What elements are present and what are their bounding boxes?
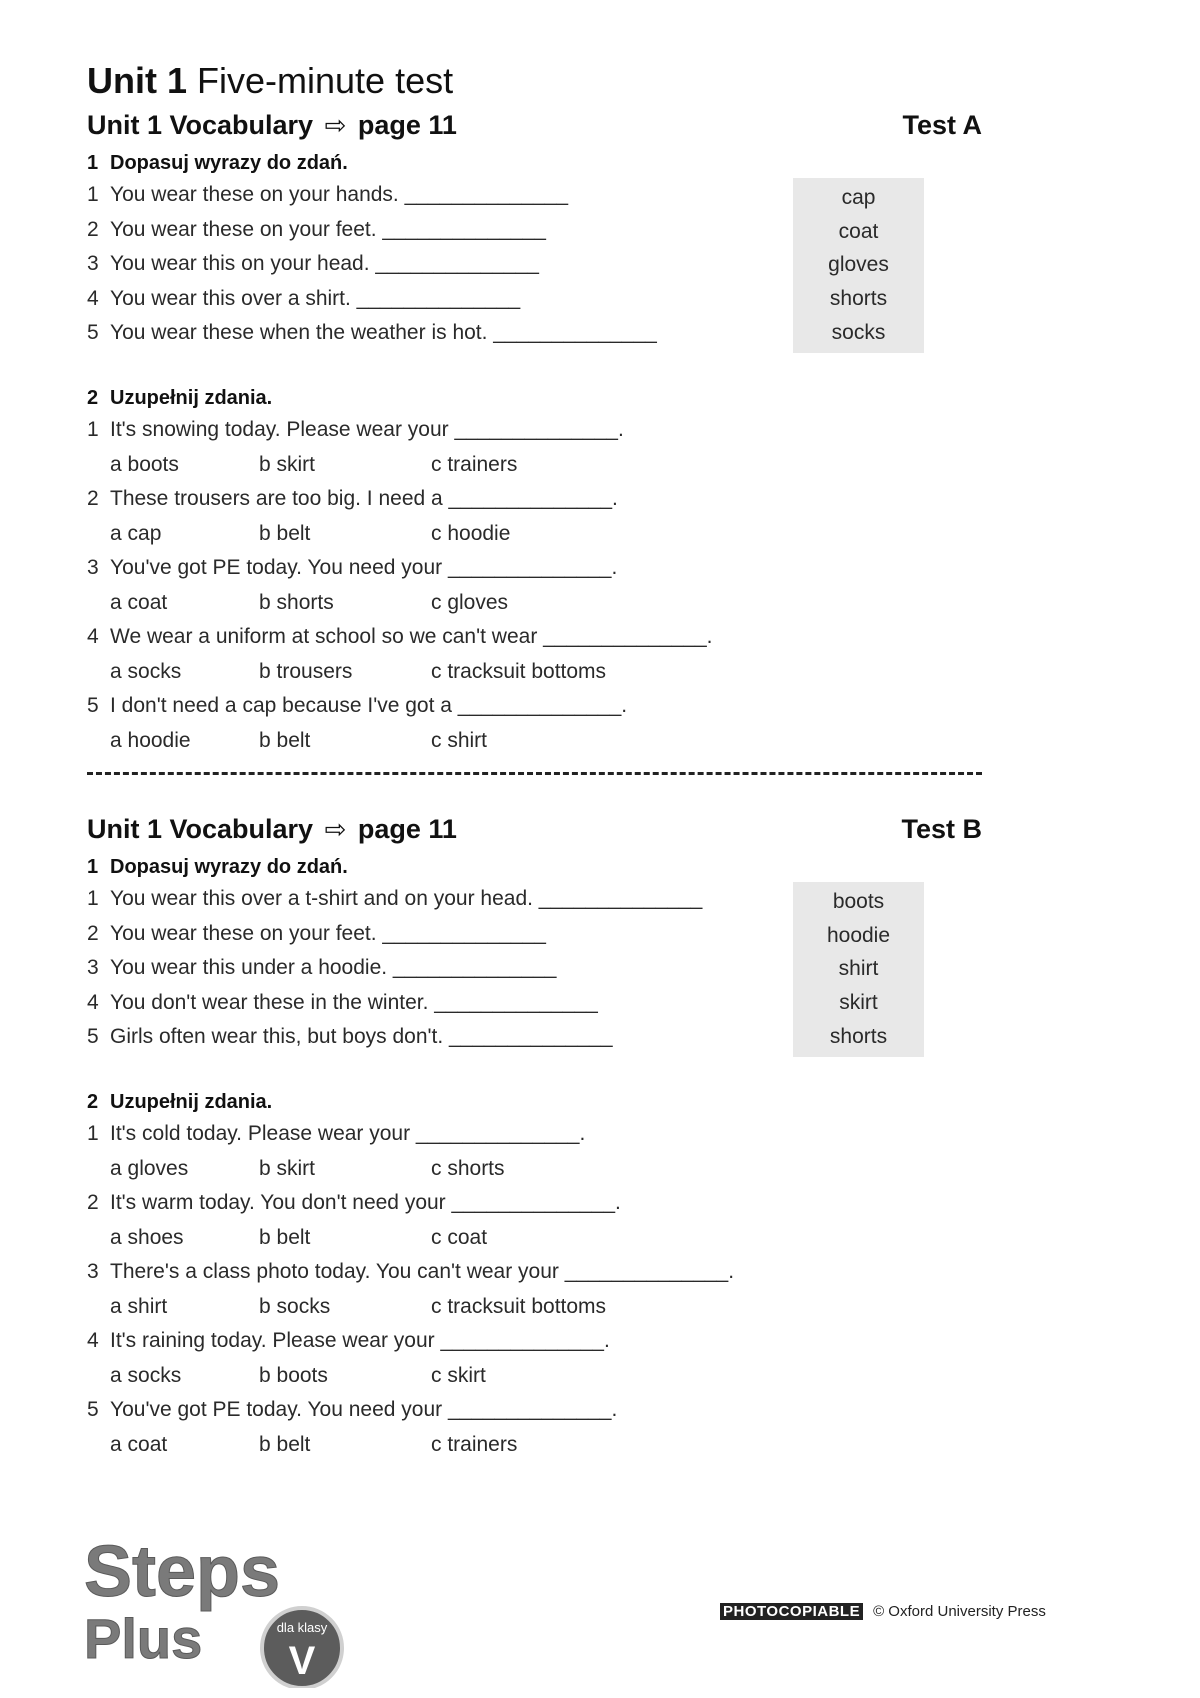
photocopiable-badge: PHOTOCOPIABLE	[720, 1603, 863, 1620]
word-bank-item: socks	[831, 321, 886, 345]
word-bank-item: boots	[832, 889, 885, 913]
copyright-text: © Oxford University Press	[873, 1603, 1046, 1620]
logo-badge-caption: dla klasy	[276, 1620, 328, 1635]
answer-options: a cap b belt c hoodie	[110, 521, 511, 545]
question: 4 It's raining today. Please wear your ______________.	[87, 1329, 610, 1352]
exercise-2-heading: 2 Uzupełnij zdania.	[87, 387, 273, 409]
page-ref: page 11	[357, 110, 457, 140]
arrow-right-icon: ⇨	[324, 814, 347, 844]
exercise-2-heading: 2 Uzupełnij zdania.	[87, 1091, 273, 1113]
sentence-item: 1 You wear these on your hands. ______________	[87, 183, 569, 206]
page-title: Unit 1 Five-minute test	[87, 60, 454, 101]
answer-options: a shoes b belt c coat	[110, 1225, 488, 1249]
answer-options: a boots b skirt c trainers	[110, 452, 518, 476]
test-header	[87, 110, 982, 148]
question: 4 We wear a uniform at school so we can't wear ______________.	[87, 625, 713, 648]
word-bank-item: coat	[838, 219, 879, 243]
sentence-item: 2 You wear these on your feet. ______________	[87, 217, 546, 241]
word-bank	[793, 178, 924, 353]
unit-label: Unit 1 Vocabulary	[87, 110, 314, 140]
cut-line-divider	[87, 772, 982, 775]
test-a	[87, 110, 982, 758]
question: 3 There's a class photo today. You can't wear your ______________.	[87, 1260, 735, 1283]
unit-label: Unit 1 Vocabulary	[87, 814, 314, 844]
question: 2 It's warm today. You don't need your ______________.	[87, 1191, 621, 1214]
test-label: Test B	[901, 814, 982, 844]
test-b	[87, 814, 982, 1462]
answer-options: a socks b boots c skirt	[110, 1363, 486, 1387]
word-bank-item: shirt	[838, 957, 879, 981]
question: 5 I don't need a cap because I've got a ______________.	[87, 694, 628, 717]
answer-options: a gloves b skirt c shorts	[110, 1156, 505, 1180]
sentence-item: 4 You wear this over a shirt. ______________	[87, 286, 521, 310]
sentence-item: 5 You wear these when the weather is hot. ______________	[87, 321, 657, 344]
logo-text-line1: Steps	[84, 1538, 281, 1612]
exercise-2	[87, 1117, 982, 1462]
word-bank-item: gloves	[828, 253, 889, 277]
question: 3 You've got PE today. You need your ______________.	[87, 556, 618, 579]
word-bank-item: cap	[841, 185, 876, 209]
test-header	[87, 814, 982, 852]
exercise-1-heading: 1 Dopasuj wyrazy do zdań.	[87, 856, 348, 878]
answer-options: a coat b shorts c gloves	[110, 590, 509, 614]
exercise-2	[87, 413, 982, 758]
answer-options: a hoodie b belt c shirt	[110, 728, 488, 752]
question: 1 It's cold today. Please wear your ______________.	[87, 1122, 586, 1145]
question: 1 It's snowing today. Please wear your ______________.	[87, 418, 624, 441]
sentence-item: 3 You wear this on your head. ______________	[87, 252, 539, 275]
word-bank-item: shorts	[829, 1025, 888, 1049]
logo-badge-number: V	[288, 1639, 316, 1683]
answer-options: a shirt b socks c tracksuit bottoms	[110, 1294, 607, 1318]
exercise-1	[87, 882, 982, 1087]
sentence-item: 5 Girls often wear this, but boys don't. ______________	[87, 1025, 613, 1048]
logo-text-line2: Plus	[84, 1607, 203, 1670]
sentence-item: 3 You wear this under a hoodie. ______________	[87, 956, 557, 979]
question: 2 These trousers are too big. I need a ______________.	[87, 487, 618, 510]
test-label: Test A	[902, 110, 982, 140]
sentence-item: 2 You wear these on your feet. ______________	[87, 921, 546, 945]
arrow-right-icon: ⇨	[324, 110, 347, 140]
word-bank	[793, 882, 924, 1057]
steps-plus-logo	[84, 1538, 364, 1688]
footer	[720, 1603, 1046, 1620]
exercise-1	[87, 178, 982, 383]
question: 5 You've got PE today. You need your ______________.	[87, 1398, 618, 1421]
answer-options: a socks b trousers c tracksuit bottoms	[110, 659, 607, 683]
word-bank-item: shorts	[829, 287, 888, 311]
exercise-1-heading: 1 Dopasuj wyrazy do zdań.	[87, 152, 348, 174]
sentence-item: 4 You don't wear these in the winter. ______________	[87, 990, 598, 1014]
answer-options: a coat b belt c trainers	[110, 1432, 518, 1456]
page-ref: page 11	[357, 814, 457, 844]
word-bank-item: hoodie	[826, 923, 891, 947]
word-bank-item: skirt	[839, 991, 878, 1015]
sentence-item: 1 You wear this over a t-shirt and on your head. ______________	[87, 887, 703, 910]
